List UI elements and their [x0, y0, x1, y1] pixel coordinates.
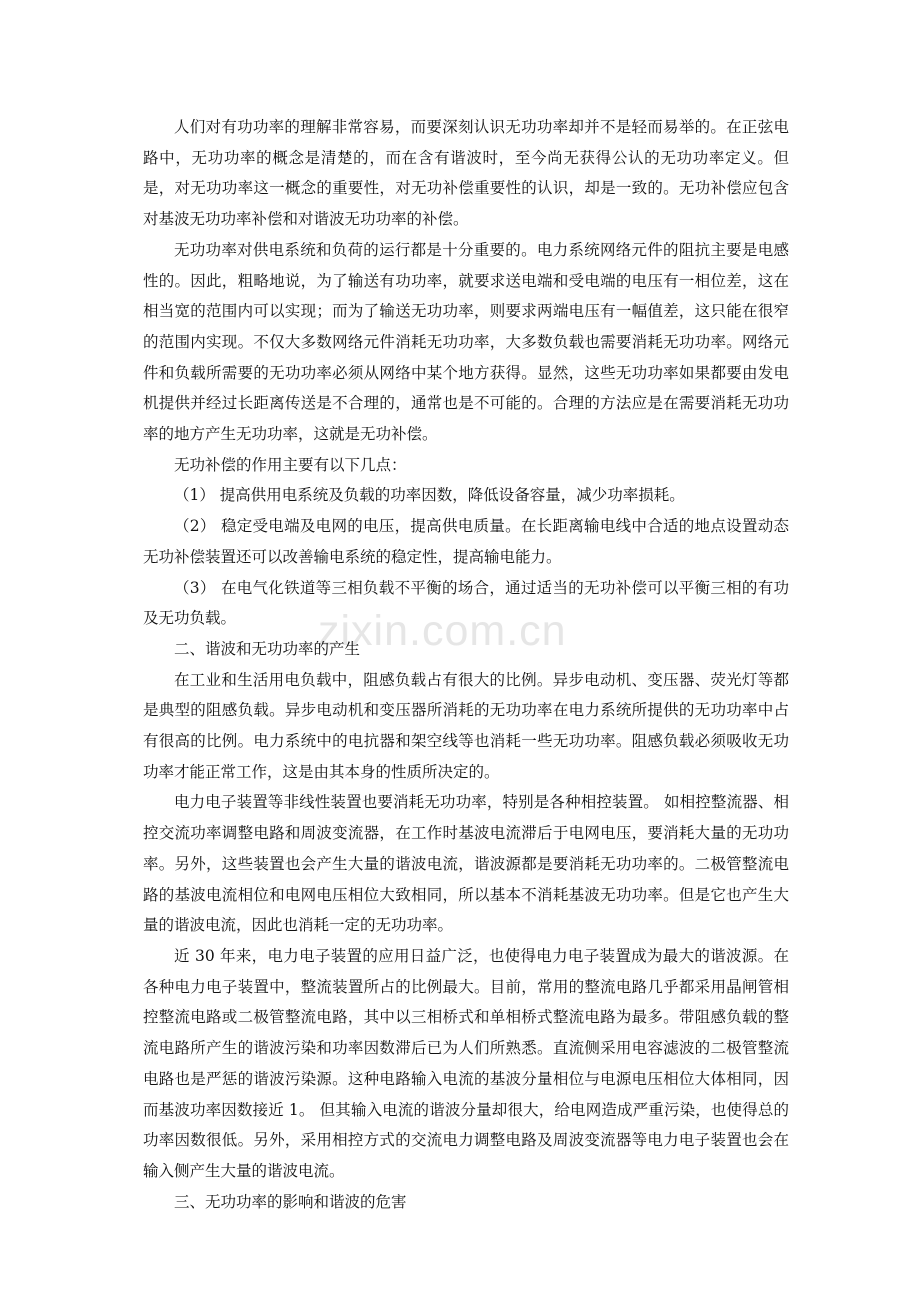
list-item: （3） 在电气化铁道等三相负载不平衡的场合，通过适当的无功补偿可以平衡三相的有功及无功负载。 — [143, 578, 789, 628]
paragraph-reactive-power-importance: 无功功率对供电系统和负荷的运行都是十分重要的。电力系统网络元件的阻抗主要是电感性的。因此，粗略地说，为了输送有功功率，就要求送电端和受电端的电压有一相位差，这在相当宽的范围内可以实现；而为了输送无功功率，则要求两端电压有一幅值差，这只能在很窄的范围内实现。不仅大多数网络元件消耗无功功率，大多数负载也需要消耗无功功率。网络元件和负载所需要的无功功率必须从网络中某个地方获得。显然，这些无功功率如果都要由发电机提供并经过长距离传送是不合理的，通常也是不可能的。合理的方法应是在需要消耗无功功率的地方产生无功功率，这就是无功补偿。 — [143, 240, 789, 444]
paragraph-power-electronics: 电力电子装置等非线性装置也要消耗无功功率，特别是各种相控装置。 如相控整流器、相控交流功率调整电路和周波变流器，在工作时基波电流滞后于电网电压，要消耗大量的无功功率。另外，这些装置也会产生大量的谐波电流，谐波源都是要消耗无功功率的。二极管整流电路的基波电流相位和电网电压相位大致相同，所以基本不消耗基波无功功率。但是它也产生大量的谐波电流，因此也消耗一定的无功功率。 — [143, 793, 789, 935]
paragraph-intro: 人们对有功功率的理解非常容易，而要深刻认识无功功率却并不是轻而易举的。在正弦电路中，无功功率的概念是清楚的，而在含有谐波时，至今尚无获得公认的无功功率定义。但是，对无功功率这一概念的重要性，对无功补偿重要性的认识，却是一致的。无功补偿应包含对基波无功功率补偿和对谐波无功功率的补偿。 — [143, 118, 789, 229]
section-heading: 三、无功功率的影响和谐波的危害 — [174, 1192, 407, 1211]
document-body — [143, 112, 789, 1217]
section-heading: 二、谐波和无功功率的产生 — [174, 639, 361, 658]
list-item: （1） 提高供用电系统及负载的功率因数，降低设备容量，减少功率损耗。 — [174, 486, 685, 505]
list-item: （2） 稳定受电端及电网的电压，提高供电质量。在长距离输电线中合适的地点设置动态无功补偿装置还可以改善输电系统的稳定性，提高输电能力。 — [143, 517, 789, 566]
paragraph-inductive-loads: 在工业和生活用电负载中，阻感负载占有很大的比例。异步电动机、变压器、荧光灯等都是典型的阻感负载。异步电动机和变压器所消耗的无功功率在电力系统所提供的无功功率中占有很高的比例。电力系统中的电抗器和架空线等也消耗一些无功功率。阻感负载必须吸收无功功率才能正常工作，这是由其本身的性质所决定的。 — [143, 670, 789, 781]
paragraph-compensation-roles: 无功补偿的作用主要有以下几点： — [174, 455, 407, 474]
watermark: zixin.com.cn — [318, 607, 567, 655]
paragraph-harmonic-sources: 近 30 年来，电力电子装置的应用日益广泛，也使得电力电子装置成为最大的谐波源。在各种电力电子装置中，整流装置所占的比例最大。目前，常用的整流电路几乎都采用晶闸管相控整流电路或二极管整流电路，其中以三相桥式和单相桥式整流电路为最多。带阻感负载的整流电路所产生的谐波污染和功率因数滞后已为人们所熟悉。直流侧采用电容滤波的二极管整流电路也是严惩的谐波污染源。这种电路输入电流的基波分量相位与电源电压相位大体相同，因而基波功率因数接近 1。 但其输入电流的谐波分量却很大，给电网造成严重污染，也使得总的功率因数很低。另外，采用相控方式的交流电力调整电路及周波变流器等电力电子装置也会在输入侧产生大量的谐波电流。 — [143, 946, 789, 1180]
